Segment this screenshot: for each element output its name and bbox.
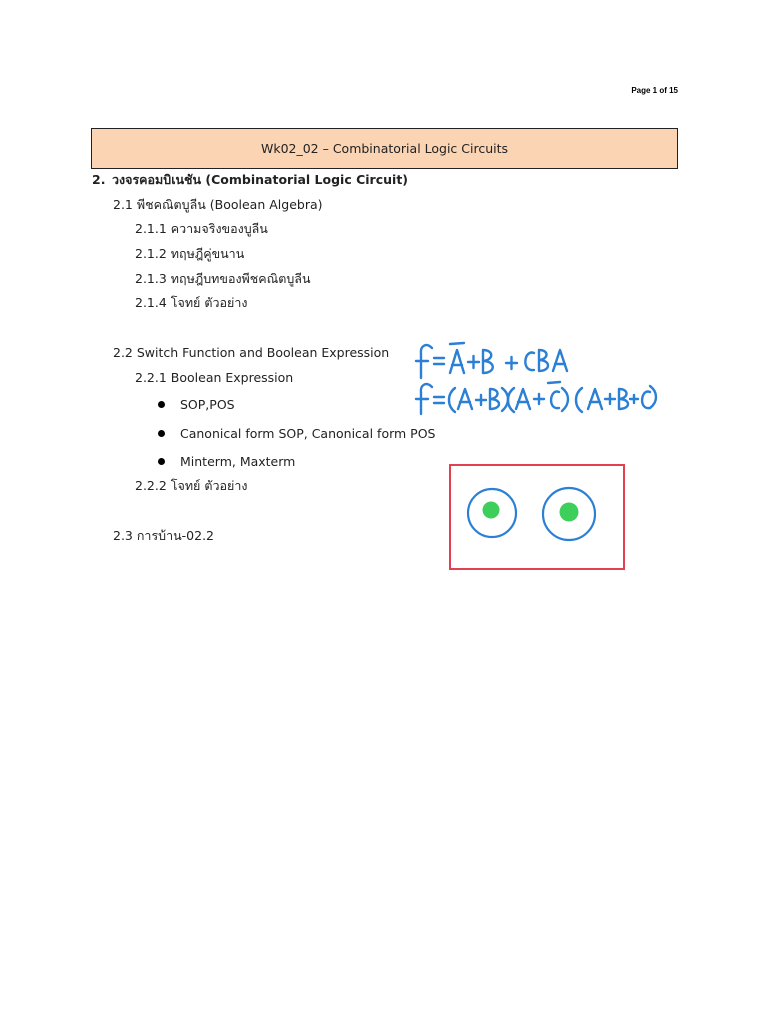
handwritten-equations (410, 338, 660, 418)
left-eye-dot (483, 502, 500, 519)
red-frame (450, 465, 624, 569)
section-heading (92, 172, 408, 188)
document-title: Wk02_02 – Combinatorial Logic Circuits (260, 141, 509, 156)
bullet-item: Canonical form SOP, Canonical form POS (180, 426, 436, 441)
bullet-item: SOP,POS (180, 397, 235, 412)
outline-item: 2.1.3 ทฤษฎีบทของพีชคณิตบูลีน (135, 271, 311, 286)
outline-item: 2.1.2 ทฤษฎีคู่ขนาน (135, 246, 245, 261)
section-number: 2. (92, 172, 106, 187)
outline-item: 2.2 Switch Function and Boolean Expression (113, 345, 390, 360)
outline-item: 2.1.1 ความจริงของบูลีน (135, 221, 268, 236)
title-box (91, 128, 678, 169)
page-number: Page 1 of 15 (631, 86, 678, 95)
outline-item: 2.2.1 Boolean Expression (135, 370, 294, 385)
bullet-icon (158, 401, 165, 408)
outline-item: 2.3 การบ้าน-02.2 (113, 528, 214, 543)
right-eye-dot (560, 503, 579, 522)
outline-item: 2.1.4 โจทย์ ตัวอย่าง (135, 295, 248, 310)
outline-item: 2.2.2 โจทย์ ตัวอย่าง (135, 478, 248, 493)
bullet-item: Minterm, Maxterm (180, 454, 296, 469)
outline-item: 2.1 พีชคณิตบูลีน (Boolean Algebra) (113, 197, 323, 212)
bullet-icon (158, 458, 165, 465)
section-heading-text: วงจรคอมบิเนชัน (Combinatorial Logic Circuit) (112, 172, 409, 187)
bullet-icon (158, 430, 165, 437)
drawn-frame (448, 463, 628, 573)
